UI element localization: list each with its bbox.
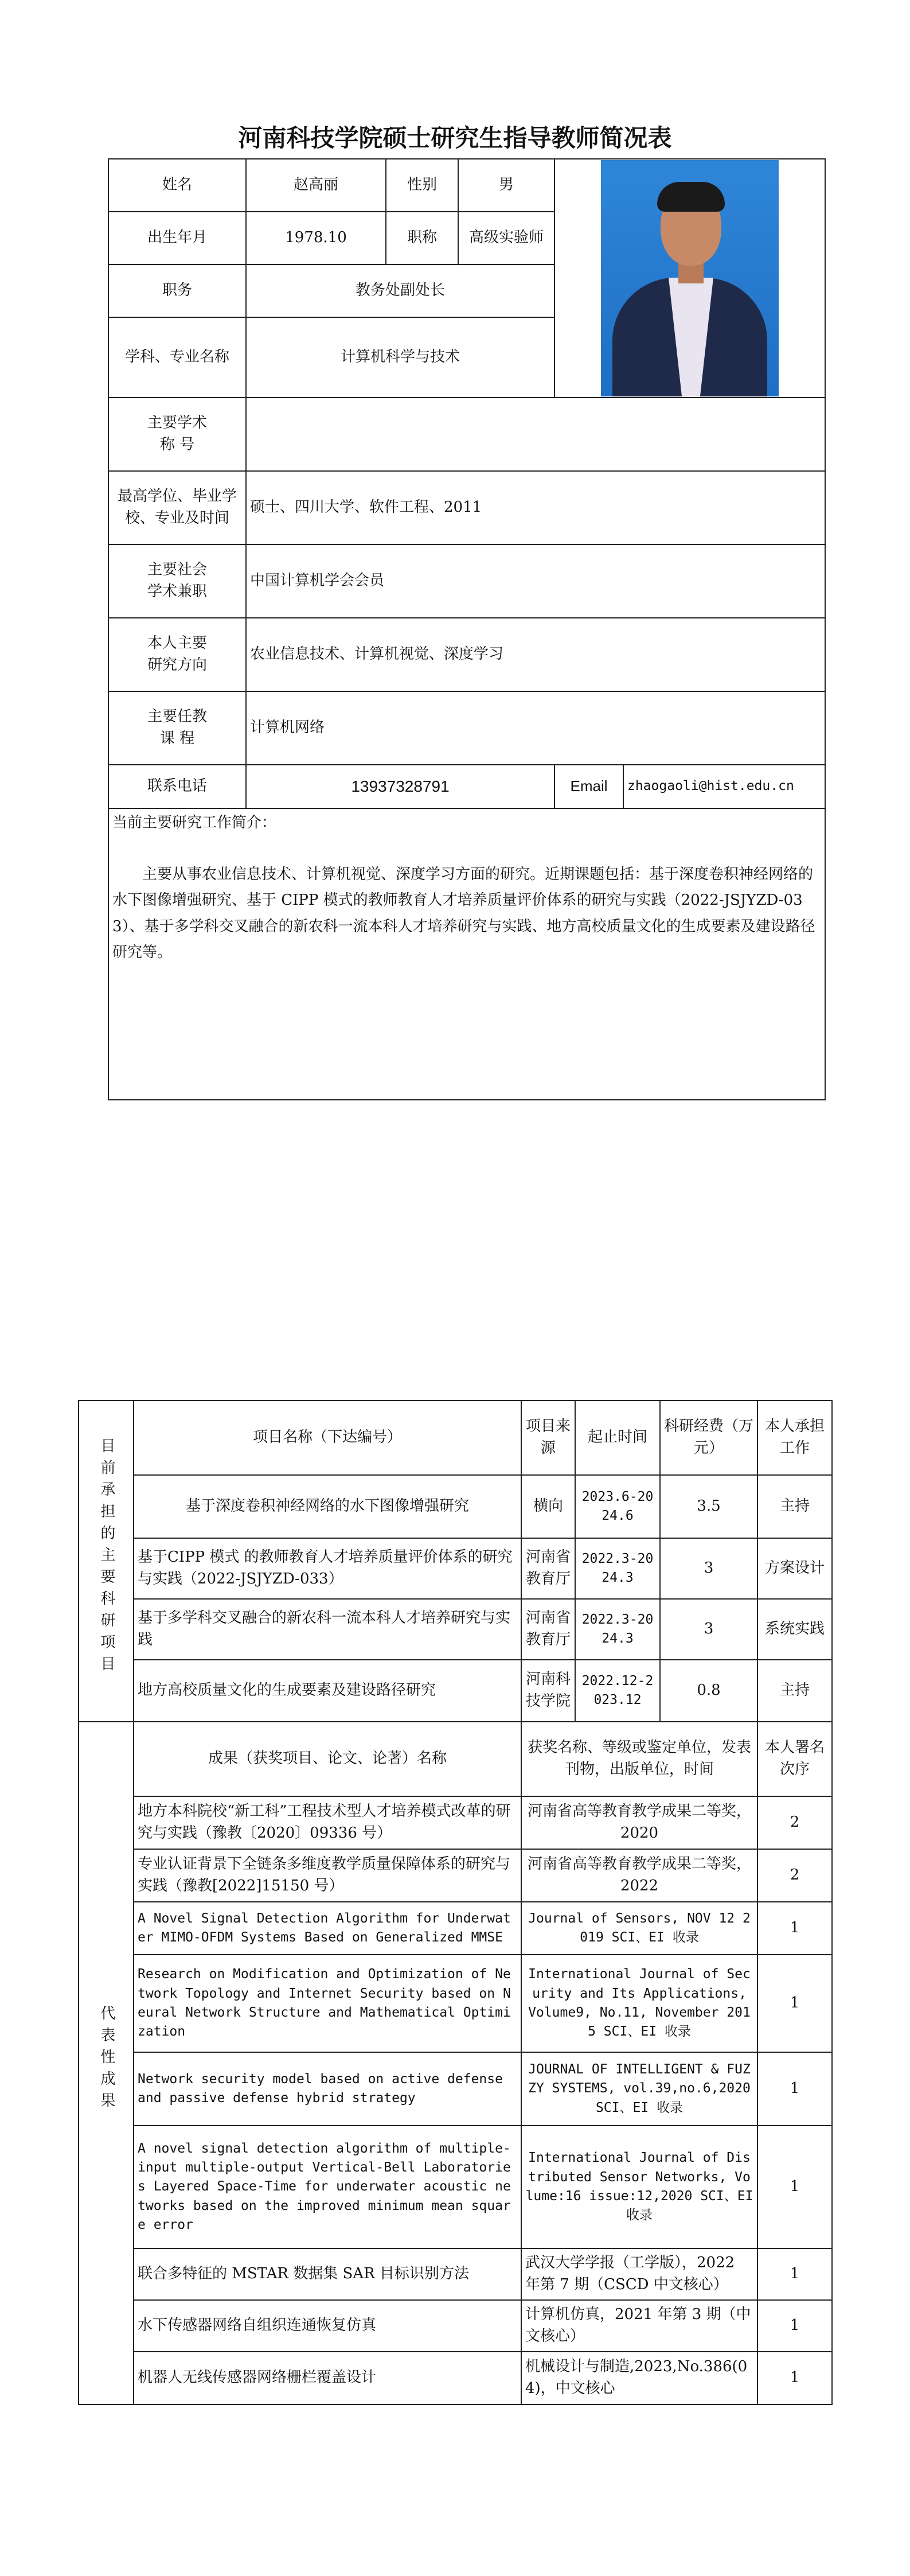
achievement-row (79, 1796, 832, 1849)
phone-label: 联系电话 (108, 765, 246, 808)
portrait-photo (601, 160, 779, 396)
profile-table (108, 158, 826, 1100)
project-name: 地方高校质量文化的生成要素及建设路径研究 (134, 1660, 521, 1722)
project-row (79, 1660, 832, 1722)
achievement-name: A novel signal detection algorithm of multiple-input multiple-output Vertical-Bell Laboratories Layered Space-Time for underwater acoustic networks based on the improved minimum mean square error (134, 2126, 521, 2248)
email-value: zhaogaoli@hist.edu.cn (623, 765, 825, 808)
achievement-order: 1 (757, 1955, 832, 2052)
achievements-header-venue: 获奖名称、等级或鉴定单位，发表刊物，出版单位，时间 (521, 1722, 757, 1796)
achievement-row (79, 2052, 832, 2126)
position-value: 教务处副处长 (246, 264, 554, 317)
email-label: Email (554, 765, 623, 808)
achievement-venue: JOURNAL OF INTELLIGENT & FUZZY SYSTEMS, vol.39,no.6,2020 SCI、EI 收录 (521, 2052, 757, 2126)
achievement-row (79, 2248, 832, 2300)
achievement-venue: 河南省高等教育教学成果二等奖，2022 (521, 1849, 757, 1902)
achievement-order: 1 (757, 2248, 832, 2300)
degree-value: 硕士、四川大学、软件工程、2011 (246, 471, 825, 544)
achievement-row (79, 1902, 832, 1955)
project-period: 2022.12-2023.12 (575, 1660, 660, 1722)
project-role: 主持 (757, 1660, 832, 1722)
position-label: 职务 (108, 264, 246, 317)
achievement-row (79, 2126, 832, 2248)
intro-text: 主要从事农业信息技术、计算机视觉、深度学习方面的研究。近期课题包括：基于深度卷积神经网络的水下图像增强研究、基于 CIPP 模式的教师教育人才培养质量评价体系的研究与实践（2022-JSJYZD-033）、基于多学科交叉融合的新农科一流本科人才培养研究与实践、地方高校质量文化的生成要素及建设路径研究等。 (112, 865, 815, 962)
phone-value: 13937328791 (246, 765, 554, 808)
project-role: 主持 (757, 1475, 832, 1538)
research-table (78, 1400, 833, 2405)
society-value: 中国计算机学会会员 (246, 544, 825, 618)
achievement-row (79, 1849, 832, 1902)
project-source: 河南省教育厅 (521, 1599, 575, 1660)
project-period: 2023.6-2024.6 (575, 1475, 660, 1538)
degree-label: 最高学位、毕业学校、专业及时间 (108, 471, 246, 544)
achievement-venue: International Journal of Distributed Sensor Networks, Volume:16 issue:12,2020 SCI、EI 收录 (521, 2126, 757, 2248)
achievement-order: 1 (757, 2352, 832, 2404)
projects-header-name: 项目名称（下达编号） (134, 1400, 521, 1475)
achievement-venue: Journal of Sensors, NOV 12 2019 SCI、EI 收录 (521, 1902, 757, 1955)
achievement-name: 专业认证背景下全链条多维度教学质量保障体系的研究与实践（豫教[2022]15150 号） (134, 1849, 521, 1902)
projects-header-source: 项目来源 (521, 1400, 575, 1475)
academic-title-label: 主要学术 称 号 (108, 398, 246, 471)
courses-label: 主要任教 课 程 (108, 691, 246, 765)
name-value: 赵高丽 (246, 159, 386, 212)
achievement-order: 1 (757, 2126, 832, 2248)
achievements-section-label: 代表性成果 (79, 1722, 134, 2404)
intro-section (108, 808, 825, 1100)
title-value: 高级实验师 (458, 212, 554, 264)
achievement-name: 机器人无线传感器网络栅栏覆盖设计 (134, 2352, 521, 2404)
achievement-name: A Novel Signal Detection Algorithm for Underwater MIMO-OFDM Systems Based on Generalized MMSE (134, 1902, 521, 1955)
achievement-order: 2 (757, 1796, 832, 1849)
page-title: 河南科技学院硕士研究生指导教师简况表 (238, 124, 672, 151)
birth-value: 1978.10 (246, 212, 386, 264)
projects-header-role: 本人承担工作 (757, 1400, 832, 1475)
photo-cell (554, 159, 825, 398)
society-label: 主要社会 学术兼职 (108, 544, 246, 618)
name-label: 姓名 (108, 159, 246, 212)
achievement-name: 地方本科院校“新工科”工程技术型人才培养模式改革的研究与实践（豫教〔2020〕09336 号） (134, 1796, 521, 1849)
achievement-row (79, 1955, 832, 2052)
achievement-venue: International Journal of Security and Its Applications, Volume9, No.11, November 2015 SCI、EI 收录 (521, 1955, 757, 2052)
project-name: 基于多学科交叉融合的新农科一流本科人才培养研究与实践 (134, 1599, 521, 1660)
achievement-order: 1 (757, 2052, 832, 2126)
project-source: 河南科技学院 (521, 1660, 575, 1722)
courses-value: 计算机网络 (246, 691, 825, 765)
achievement-order: 1 (757, 1902, 832, 1955)
discipline-value: 计算机科学与技术 (246, 317, 554, 398)
research-label: 本人主要 研究方向 (108, 618, 246, 691)
project-funding: 0.8 (660, 1660, 757, 1722)
achievements-header-name: 成果（获奖项目、论文、论著）名称 (134, 1722, 521, 1796)
achievement-name: Research on Modification and Optimization of Network Topology and Internet Security based on Neural Network Structure and Mathematical Optimization (134, 1955, 521, 2052)
achievement-name: 水下传感器网络自组织连通恢复仿真 (134, 2300, 521, 2352)
project-source: 河南省教育厅 (521, 1538, 575, 1599)
project-role: 方案设计 (757, 1538, 832, 1599)
project-funding: 3 (660, 1538, 757, 1599)
project-funding: 3 (660, 1599, 757, 1660)
achievement-order: 2 (757, 1849, 832, 1902)
gender-value: 男 (458, 159, 554, 212)
birth-label: 出生年月 (108, 212, 246, 264)
achievement-name: Network security model based on active defense and passive defense hybrid strategy (134, 2052, 521, 2126)
gender-label: 性别 (386, 159, 458, 212)
achievement-venue: 计算机仿真，2021 年第 3 期（中文核心） (521, 2300, 757, 2352)
achievements-header-order: 本人署名次序 (757, 1722, 832, 1796)
achievement-row (79, 2300, 832, 2352)
achievement-order: 1 (757, 2300, 832, 2352)
achievement-venue: 河南省高等教育教学成果二等奖，2020 (521, 1796, 757, 1849)
project-name: 基于深度卷积神经网络的水下图像增强研究 (134, 1475, 521, 1538)
research-value: 农业信息技术、计算机视觉、深度学习 (246, 618, 825, 691)
project-row (79, 1475, 832, 1538)
project-role: 系统实践 (757, 1599, 832, 1660)
achievement-name: 联合多特征的 MSTAR 数据集 SAR 目标识别方法 (134, 2248, 521, 2300)
projects-header-period: 起止时间 (575, 1400, 660, 1475)
project-name: 基于CIPP 模式 的教师教育人才培养质量评价体系的研究与实践（2022-JSJYZD-033） (134, 1538, 521, 1599)
title-label: 职称 (386, 212, 458, 264)
discipline-label: 学科、专业名称 (108, 317, 246, 398)
achievement-venue: 武汉大学学报（工学版），2022 年第 7 期（CSCD 中文核心） (521, 2248, 757, 2300)
achievement-row (79, 2352, 832, 2404)
project-row (79, 1599, 832, 1660)
academic-title-value (246, 398, 825, 471)
projects-header-funding: 科研经费（万元） (660, 1400, 757, 1475)
intro-label: 当前主要研究工作简介： (112, 814, 277, 831)
projects-section-label: 目前承担的主要科研项目 (79, 1400, 134, 1722)
project-period: 2022.3-2024.3 (575, 1599, 660, 1660)
project-source: 横向 (521, 1475, 575, 1538)
project-row (79, 1538, 832, 1599)
achievement-venue: 机械设计与制造,2023,No.386(04)，中文核心 (521, 2352, 757, 2404)
project-funding: 3.5 (660, 1475, 757, 1538)
project-period: 2022.3-2024.3 (575, 1538, 660, 1599)
